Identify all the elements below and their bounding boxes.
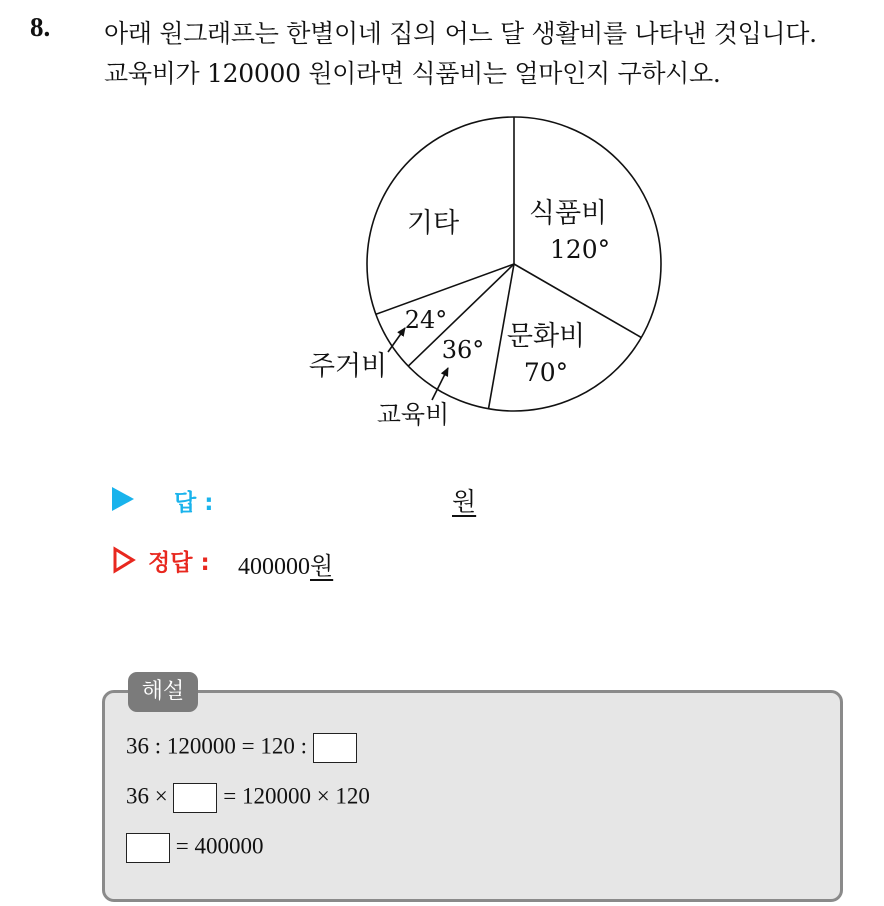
slice-label-housing: 주거비 (308, 351, 388, 382)
answer-label: 답 : (174, 490, 214, 516)
correct-unit: 원 (310, 552, 334, 580)
answer-triangle-icon (112, 487, 134, 511)
correct-answer (238, 546, 333, 581)
slice-value-education: 36° (441, 336, 485, 364)
explanation-line-1: 36 : 120000 = 120 : (126, 733, 357, 763)
explanation-line-2: 36 × = 120000 × 120 (126, 783, 370, 813)
correct-label: 정답 : (148, 550, 210, 576)
slice-label-culture: 문화비 (506, 321, 586, 352)
correct-triangle-icon (112, 546, 136, 574)
slice-value-culture: 70° (523, 358, 569, 387)
blank-box (126, 833, 170, 863)
slice-value-food: 120° (549, 235, 611, 264)
question-text-line1: 아래 원그래프는 한별이네 집의 어느 달 생활비를 나타낸 것입니다. (104, 19, 817, 48)
correct-value: 400000 (238, 554, 310, 580)
slice-label-education: 교육비 (376, 400, 450, 429)
pie-chart (280, 105, 680, 445)
blank-box (313, 733, 357, 763)
answer-unit: 원 (452, 487, 477, 516)
slice-label-food: 식품비 (528, 198, 608, 229)
slice-value-housing: 24° (404, 306, 448, 334)
blank-box (173, 783, 217, 813)
answer-input[interactable] (240, 486, 450, 514)
explanation-tag: 해설 (128, 672, 198, 712)
explanation-line-3: = 400000 (126, 833, 263, 863)
question-text-line2: 교육비가 120000 원이라면 식품비는 얼마인지 구하시오. (104, 59, 721, 88)
slice-label-other: 기타 (406, 208, 460, 239)
question-number: 8. (30, 12, 51, 42)
